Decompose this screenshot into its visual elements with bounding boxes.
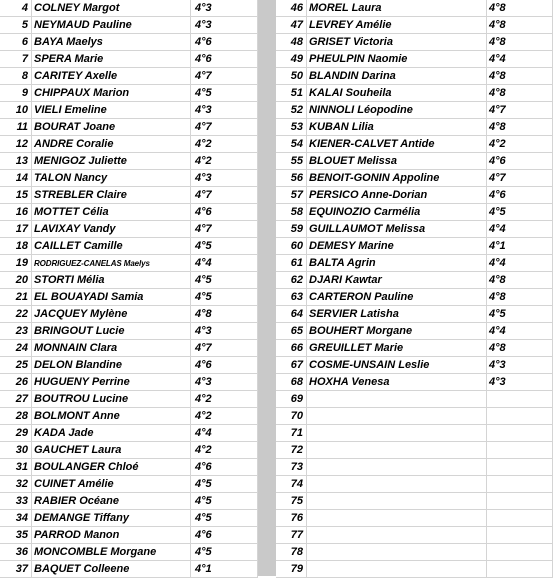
row-number-cell[interactable]: 14 (0, 170, 32, 187)
row-number-cell[interactable]: 68 (276, 374, 307, 391)
class-cell[interactable]: 4°5 (191, 289, 258, 306)
table-row (0, 544, 258, 561)
table-row (0, 153, 258, 170)
student-name-cell[interactable]: DJARI Kawtar (307, 272, 487, 289)
class-cell[interactable]: 4°5 (191, 85, 258, 102)
table-row (276, 374, 553, 391)
student-name-cell[interactable]: BENOIT-GONIN Appoline (307, 170, 487, 187)
row-number-cell[interactable]: 9 (0, 85, 32, 102)
student-name-cell[interactable]: HUGUENY Perrine (32, 374, 191, 391)
table-row (0, 272, 258, 289)
student-name-cell[interactable]: KADA Jade (32, 425, 191, 442)
table-row (0, 85, 258, 102)
table-row (276, 119, 553, 136)
class-cell[interactable]: 4°3 (191, 0, 258, 17)
student-name-cell[interactable] (307, 476, 487, 493)
student-name-cell[interactable]: CARITEY Axelle (32, 68, 191, 85)
class-cell[interactable] (487, 408, 553, 425)
student-name-cell[interactable]: RABIER Océane (32, 493, 191, 510)
student-name-cell[interactable] (307, 425, 487, 442)
row-number-cell[interactable]: 15 (0, 187, 32, 204)
student-name-cell[interactable]: STREBLER Claire (32, 187, 191, 204)
class-cell[interactable]: 4°8 (487, 0, 553, 17)
student-name-cell[interactable]: LEVREY Amélie (307, 17, 487, 34)
row-number-cell[interactable]: 10 (0, 102, 32, 119)
class-cell[interactable]: 4°3 (191, 17, 258, 34)
row-number-cell[interactable]: 49 (276, 51, 307, 68)
row-number-cell[interactable]: 33 (0, 493, 32, 510)
table-row (276, 476, 553, 493)
table-row (276, 459, 553, 476)
student-name-cell[interactable]: CHIPPAUX Marion (32, 85, 191, 102)
class-cell[interactable]: 4°4 (191, 255, 258, 272)
class-cell[interactable]: 4°7 (487, 170, 553, 187)
class-cell[interactable] (487, 476, 553, 493)
student-name-cell[interactable]: JACQUEY Mylène (32, 306, 191, 323)
row-number-cell[interactable]: 27 (0, 391, 32, 408)
student-name-cell[interactable]: BOURAT Joane (32, 119, 191, 136)
class-cell[interactable]: 4°2 (191, 442, 258, 459)
row-number-cell[interactable]: 58 (276, 204, 307, 221)
class-cell[interactable]: 4°5 (191, 493, 258, 510)
row-number-cell[interactable]: 21 (0, 289, 32, 306)
student-name-cell[interactable]: BRINGOUT Lucie (32, 323, 191, 340)
student-name-cell[interactable]: KALAI Souheila (307, 85, 487, 102)
row-number-cell[interactable]: 74 (276, 476, 307, 493)
student-name-cell[interactable]: HOXHA Venesa (307, 374, 487, 391)
table-row (276, 544, 553, 561)
table-row (276, 255, 553, 272)
row-number-cell[interactable]: 57 (276, 187, 307, 204)
row-number-cell[interactable]: 54 (276, 136, 307, 153)
table-row (276, 527, 553, 544)
row-number-cell[interactable]: 76 (276, 510, 307, 527)
row-number-cell[interactable]: 17 (0, 221, 32, 238)
class-cell[interactable]: 4°5 (191, 238, 258, 255)
student-name-cell[interactable]: BLOUET Melissa (307, 153, 487, 170)
student-name-cell[interactable]: KIENER-CALVET Antide (307, 136, 487, 153)
student-name-cell[interactable]: COSME-UNSAIN Leslie (307, 357, 487, 374)
row-number-cell[interactable]: 23 (0, 323, 32, 340)
class-cell[interactable]: 4°1 (487, 238, 553, 255)
class-cell[interactable]: 4°7 (191, 221, 258, 238)
class-cell[interactable]: 4°6 (191, 51, 258, 68)
student-name-cell[interactable]: BALTA Agrin (307, 255, 487, 272)
row-number-cell[interactable]: 5 (0, 17, 32, 34)
student-name-cell[interactable]: VIELI Emeline (32, 102, 191, 119)
table-row (276, 391, 553, 408)
row-number-cell[interactable]: 63 (276, 289, 307, 306)
class-cell[interactable]: 4°7 (191, 187, 258, 204)
table-row (276, 17, 553, 34)
table-row (0, 187, 258, 204)
row-number-cell[interactable]: 12 (0, 136, 32, 153)
left-table (0, 0, 258, 576)
student-name-cell[interactable]: CARTERON Pauline (307, 289, 487, 306)
table-row (0, 238, 258, 255)
row-number-cell[interactable]: 28 (0, 408, 32, 425)
row-number-cell[interactable]: 77 (276, 527, 307, 544)
class-cell[interactable] (487, 459, 553, 476)
table-row (0, 255, 258, 272)
class-cell[interactable]: 4°3 (487, 357, 553, 374)
table-row (0, 391, 258, 408)
class-cell[interactable] (487, 527, 553, 544)
class-cell[interactable]: 4°2 (191, 408, 258, 425)
table-row (0, 340, 258, 357)
table-row (276, 238, 553, 255)
table-row (0, 527, 258, 544)
class-cell[interactable]: 4°5 (487, 204, 553, 221)
student-name-cell[interactable] (307, 527, 487, 544)
table-row (0, 170, 258, 187)
table-row (0, 442, 258, 459)
row-number-cell[interactable]: 66 (276, 340, 307, 357)
student-name-cell[interactable]: PHEULPIN Naomie (307, 51, 487, 68)
table-row (0, 51, 258, 68)
class-cell[interactable] (487, 391, 553, 408)
table-row (0, 204, 258, 221)
student-name-cell[interactable]: GAUCHET Laura (32, 442, 191, 459)
row-number-cell[interactable]: 73 (276, 459, 307, 476)
table-row (0, 119, 258, 136)
student-name-cell[interactable]: BOUHERT Morgane (307, 323, 487, 340)
student-name-cell[interactable]: PERSICO Anne-Dorian (307, 187, 487, 204)
row-number-cell[interactable]: 22 (0, 306, 32, 323)
class-cell[interactable]: 4°7 (487, 102, 553, 119)
table-row (0, 221, 258, 238)
table-row (276, 306, 553, 323)
class-cell[interactable]: 4°4 (487, 323, 553, 340)
table-row (276, 510, 553, 527)
student-name-cell[interactable] (307, 459, 487, 476)
row-number-cell[interactable]: 16 (0, 204, 32, 221)
row-number-cell[interactable]: 25 (0, 357, 32, 374)
row-number-cell[interactable]: 69 (276, 391, 307, 408)
class-cell[interactable] (487, 493, 553, 510)
row-number-cell[interactable]: 47 (276, 17, 307, 34)
row-number-cell[interactable]: 32 (0, 476, 32, 493)
row-number-cell[interactable]: 67 (276, 357, 307, 374)
table-row (276, 340, 553, 357)
row-number-cell[interactable]: 61 (276, 255, 307, 272)
row-number-cell[interactable]: 75 (276, 493, 307, 510)
table-row (276, 204, 553, 221)
student-name-cell[interactable]: ANDRE Coralie (32, 136, 191, 153)
student-name-cell[interactable] (307, 510, 487, 527)
row-number-cell[interactable]: 35 (0, 527, 32, 544)
row-number-cell[interactable]: 78 (276, 544, 307, 561)
table-row (0, 34, 258, 51)
student-name-cell[interactable]: EL BOUAYADI Samia (32, 289, 191, 306)
table-row (276, 561, 553, 578)
student-name-cell[interactable]: COLNEY Margot (32, 0, 191, 17)
row-number-cell[interactable]: 18 (0, 238, 32, 255)
table-row (276, 442, 553, 459)
class-cell[interactable]: 4°3 (191, 323, 258, 340)
student-name-cell[interactable]: MONCOMBLE Morgane (32, 544, 191, 561)
row-number-cell[interactable]: 20 (0, 272, 32, 289)
student-name-cell[interactable]: MENIGOZ Juliette (32, 153, 191, 170)
row-number-cell[interactable]: 8 (0, 68, 32, 85)
class-cell[interactable] (487, 561, 553, 578)
student-name-cell[interactable]: GUILLAUMOT Melissa (307, 221, 487, 238)
table-row (0, 425, 258, 442)
table-row (276, 221, 553, 238)
class-cell[interactable] (487, 544, 553, 561)
table-row (276, 102, 553, 119)
table-row (276, 0, 553, 17)
table-row (0, 0, 258, 17)
table-row (276, 85, 553, 102)
student-name-cell[interactable]: LAVIXAY Vandy (32, 221, 191, 238)
student-name-cell[interactable]: BAYA Maelys (32, 34, 191, 51)
row-number-cell[interactable]: 37 (0, 561, 32, 578)
class-cell[interactable]: 4°2 (191, 136, 258, 153)
class-cell[interactable] (487, 425, 553, 442)
student-name-cell[interactable]: KUBAN Lilia (307, 119, 487, 136)
row-number-cell[interactable]: 29 (0, 425, 32, 442)
table-row (0, 561, 258, 578)
student-name-cell[interactable]: BLANDIN Darina (307, 68, 487, 85)
student-name-cell[interactable] (307, 544, 487, 561)
row-number-cell[interactable]: 70 (276, 408, 307, 425)
row-number-cell[interactable]: 55 (276, 153, 307, 170)
row-number-cell[interactable]: 11 (0, 119, 32, 136)
row-number-cell[interactable]: 30 (0, 442, 32, 459)
table-row (276, 187, 553, 204)
class-cell[interactable]: 4°6 (487, 153, 553, 170)
row-number-cell[interactable]: 64 (276, 306, 307, 323)
row-number-cell[interactable]: 62 (276, 272, 307, 289)
class-cell[interactable]: 4°7 (191, 119, 258, 136)
class-cell[interactable]: 4°3 (487, 374, 553, 391)
class-cell[interactable]: 4°7 (191, 68, 258, 85)
class-cell[interactable]: 4°5 (191, 476, 258, 493)
class-cell[interactable]: 4°6 (191, 204, 258, 221)
row-number-cell[interactable]: 60 (276, 238, 307, 255)
table-row (0, 374, 258, 391)
class-cell[interactable] (487, 510, 553, 527)
class-cell[interactable]: 4°2 (487, 136, 553, 153)
student-name-cell[interactable]: CAILLET Camille (32, 238, 191, 255)
class-cell[interactable]: 4°2 (191, 153, 258, 170)
student-name-cell[interactable] (307, 561, 487, 578)
class-cell[interactable]: 4°6 (191, 357, 258, 374)
class-cell[interactable]: 4°6 (487, 187, 553, 204)
student-name-cell[interactable] (307, 391, 487, 408)
student-name-cell[interactable]: SERVIER Latisha (307, 306, 487, 323)
table-row (0, 17, 258, 34)
row-number-cell[interactable]: 53 (276, 119, 307, 136)
student-name-cell[interactable]: DELON Blandine (32, 357, 191, 374)
class-cell[interactable]: 4°5 (191, 544, 258, 561)
table-row (0, 306, 258, 323)
table-row (276, 51, 553, 68)
student-name-cell[interactable]: CUINET Amélie (32, 476, 191, 493)
class-cell[interactable]: 4°5 (487, 306, 553, 323)
class-cell[interactable] (487, 442, 553, 459)
student-name-cell[interactable]: MOREL Laura (307, 0, 487, 17)
student-name-cell[interactable]: RODRIGUEZ-CANELAS Maelys (32, 255, 191, 272)
table-row (276, 425, 553, 442)
class-cell[interactable]: 4°8 (487, 119, 553, 136)
table-row (0, 68, 258, 85)
class-cell[interactable]: 4°8 (487, 68, 553, 85)
table-row (0, 510, 258, 527)
student-name-cell[interactable]: STORTI Mélia (32, 272, 191, 289)
table-row (276, 170, 553, 187)
class-cell[interactable]: 4°1 (191, 561, 258, 578)
row-number-cell[interactable]: 31 (0, 459, 32, 476)
student-name-cell[interactable]: BOLMONT Anne (32, 408, 191, 425)
student-name-cell[interactable] (307, 408, 487, 425)
row-number-cell[interactable]: 51 (276, 85, 307, 102)
student-name-cell[interactable]: BOULANGER Chloé (32, 459, 191, 476)
row-number-cell[interactable]: 6 (0, 34, 32, 51)
class-cell[interactable]: 4°6 (191, 459, 258, 476)
class-cell[interactable]: 4°3 (191, 102, 258, 119)
table-row (0, 136, 258, 153)
table-row (0, 323, 258, 340)
student-name-cell[interactable] (307, 493, 487, 510)
table-row (276, 289, 553, 306)
student-name-cell[interactable]: PARROD Manon (32, 527, 191, 544)
class-cell[interactable]: 4°8 (487, 85, 553, 102)
student-name-cell[interactable]: TALON Nancy (32, 170, 191, 187)
table-row (276, 34, 553, 51)
table-row (0, 493, 258, 510)
student-name-cell[interactable]: GREUILLET Marie (307, 340, 487, 357)
table-row (0, 102, 258, 119)
class-cell[interactable]: 4°5 (191, 510, 258, 527)
class-cell[interactable]: 4°3 (191, 374, 258, 391)
class-cell[interactable]: 4°4 (487, 255, 553, 272)
table-row (276, 493, 553, 510)
class-cell[interactable]: 4°6 (191, 34, 258, 51)
table-row (276, 323, 553, 340)
row-number-cell[interactable]: 26 (0, 374, 32, 391)
table-row (276, 357, 553, 374)
student-name-cell[interactable]: MOTTET Célia (32, 204, 191, 221)
class-cell[interactable]: 4°3 (191, 170, 258, 187)
row-number-cell[interactable]: 7 (0, 51, 32, 68)
class-cell[interactable]: 4°5 (191, 272, 258, 289)
row-number-cell[interactable]: 48 (276, 34, 307, 51)
row-number-cell[interactable]: 79 (276, 561, 307, 578)
row-number-cell[interactable]: 4 (0, 0, 32, 17)
row-number-cell[interactable]: 34 (0, 510, 32, 527)
student-name-cell[interactable]: MONNAIN Clara (32, 340, 191, 357)
table-row (276, 272, 553, 289)
class-cell[interactable]: 4°8 (487, 340, 553, 357)
table-row (276, 68, 553, 85)
row-number-cell[interactable]: 50 (276, 68, 307, 85)
class-cell[interactable]: 4°8 (487, 34, 553, 51)
class-cell[interactable]: 4°7 (191, 340, 258, 357)
row-number-cell[interactable]: 72 (276, 442, 307, 459)
student-name-cell[interactable]: NINNOLI Léopodine (307, 102, 487, 119)
student-name-cell[interactable]: BAQUET Colleene (32, 561, 191, 578)
row-number-cell[interactable]: 52 (276, 102, 307, 119)
row-number-cell[interactable]: 56 (276, 170, 307, 187)
class-cell[interactable]: 4°8 (487, 17, 553, 34)
column-gap (258, 0, 276, 576)
class-cell[interactable]: 4°6 (191, 527, 258, 544)
table-row (0, 357, 258, 374)
class-cell[interactable]: 4°2 (191, 391, 258, 408)
class-cell[interactable]: 4°8 (487, 272, 553, 289)
class-cell[interactable]: 4°4 (487, 51, 553, 68)
class-cell[interactable]: 4°8 (487, 289, 553, 306)
table-row (0, 476, 258, 493)
row-number-cell[interactable]: 65 (276, 323, 307, 340)
row-number-cell[interactable]: 71 (276, 425, 307, 442)
class-cell[interactable]: 4°4 (487, 221, 553, 238)
class-cell[interactable]: 4°8 (191, 306, 258, 323)
table-row (0, 408, 258, 425)
class-cell[interactable]: 4°4 (191, 425, 258, 442)
student-name-cell[interactable]: SPERA Marie (32, 51, 191, 68)
row-number-cell[interactable]: 59 (276, 221, 307, 238)
row-number-cell[interactable]: 24 (0, 340, 32, 357)
table-row (276, 136, 553, 153)
student-name-cell[interactable]: GRISET Victoria (307, 34, 487, 51)
table-row (0, 289, 258, 306)
right-table (276, 0, 553, 576)
table-row (0, 459, 258, 476)
table-row (276, 408, 553, 425)
table-row (276, 153, 553, 170)
row-number-cell[interactable]: 36 (0, 544, 32, 561)
row-number-cell[interactable]: 19 (0, 255, 32, 272)
student-name-cell[interactable]: DEMANGE Tiffany (32, 510, 191, 527)
student-name-cell[interactable]: EQUINOZIO Carmélia (307, 204, 487, 221)
student-name-cell[interactable]: NEYMAUD Pauline (32, 17, 191, 34)
row-number-cell[interactable]: 46 (276, 0, 307, 17)
student-name-cell[interactable] (307, 442, 487, 459)
student-name-cell[interactable]: DEMESY Marine (307, 238, 487, 255)
row-number-cell[interactable]: 13 (0, 153, 32, 170)
student-name-cell[interactable]: BOUTROU Lucine (32, 391, 191, 408)
